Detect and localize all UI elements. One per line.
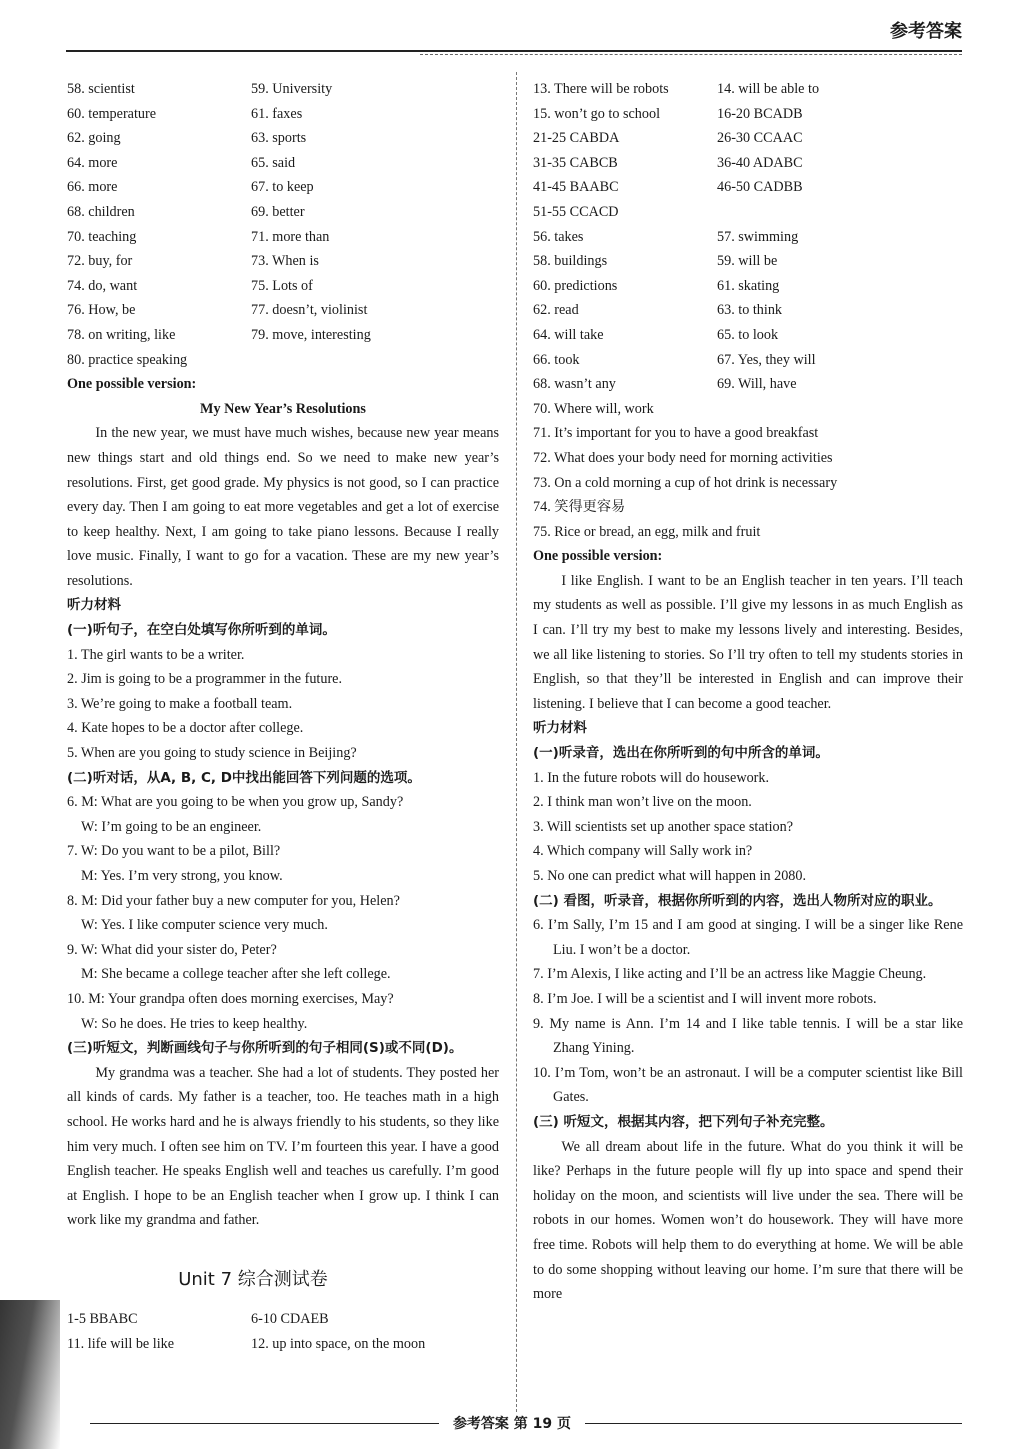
sentence-item: 9. My name is Ann. I’m 14 and I like table tennis. I will be a star like Zhang Yining.	[533, 1015, 963, 1057]
answer-item: 71. It’s important for you to have a good breakfast	[533, 425, 819, 442]
answer-item: 60. predictions	[533, 277, 618, 294]
page-footer	[0, 1413, 1024, 1435]
sentence-item: 4. Which company will Sally work in?	[533, 843, 753, 860]
answer-item: 79. move, interesting	[251, 326, 371, 343]
answer-item: 67. to keep	[251, 179, 314, 196]
left-column	[67, 77, 499, 1356]
answer-item: 75. Rice or bread, an egg, milk and fruit	[533, 523, 761, 540]
right-column	[533, 77, 963, 1307]
section-items	[67, 643, 499, 766]
answer-item: 60. temperature	[67, 105, 157, 122]
dialogue-line: W: So he does. He tries to keep healthy.	[81, 1015, 308, 1032]
answer-item	[717, 200, 963, 225]
answer-item: 46-50 CADBB	[717, 179, 803, 196]
answer-item: 51-55 CCACD	[533, 203, 619, 220]
answer-item: 13. There will be robots	[533, 81, 669, 97]
answer-item: 64. will take	[533, 326, 604, 343]
answer-row	[67, 323, 499, 348]
answer-item: 61. faxes	[251, 105, 303, 122]
answer-item: 16-20 BCADB	[717, 105, 803, 122]
header-rule	[66, 50, 962, 52]
section-title: (三)听短文，判断画线句子与你所听到的句子相同(S)或不同(D)。	[67, 1040, 463, 1057]
section-items	[533, 766, 963, 889]
sentence-item: 8. I’m Joe. I will be a scientist and I will invent more robots.	[533, 990, 877, 1007]
sentence-item: 2. Jim is going to be a programmer in the future.	[67, 671, 343, 688]
dialogue-line: 9. W: What did your sister do, Peter?	[67, 941, 277, 958]
unit-answer-pairs	[67, 1307, 499, 1356]
answer-row	[67, 225, 499, 250]
answer-row	[67, 102, 499, 127]
answer-item: 65. to look	[717, 326, 779, 343]
sentence-item: 1. In the future robots will do housework.	[533, 769, 770, 786]
dialogue-line: M: Yes. I’m very strong, you know.	[81, 868, 283, 884]
section-title: (一)听句子，在空白处填写你所听到的单词。	[67, 622, 336, 639]
answer-row	[67, 274, 499, 299]
answer-item: 78. on writing, like	[67, 326, 176, 343]
section-title: (二)听对话，从A, B, C, D中找出能回答下列问题的选项。	[67, 769, 421, 786]
passage-paragraph: We all dream about life in the future. What do you think it will be like? Perhaps in the future people will fly up into space and spend their holiday on the moon, and scientists will live under the sea. There will be robots in our homes. Women won’t do housework. They will have more free time. Robots will help them to do everything at home. We will be able to do some shopping without leaving our home. I’m sure that there will be more	[533, 1138, 963, 1303]
section-title: (二) 看图，听录音，根据你所听到的内容，选出人物所对应的职业。	[533, 892, 942, 909]
sentence-item: 7. I’m Alexis, I like acting and I’ll be an actress like Maggie Cheung.	[533, 966, 927, 983]
answer-item: 69. better	[251, 203, 305, 220]
answer-item: 31-35 CABCB	[533, 154, 618, 171]
answer-item: 65. said	[251, 154, 296, 171]
answer-item: 21-25 CABDA	[533, 130, 620, 147]
answer-row	[533, 102, 963, 127]
answer-row	[533, 151, 963, 176]
sentence-item: 6. I’m Sally, I’m 15 and I am good at singing. I will be a singer like Rene Liu. I won’t be a doctor.	[533, 917, 963, 958]
sentence-item: 10. I’m Tom, won’t be an astronaut. I will be a computer scientist like Bill Gates.	[533, 1064, 963, 1106]
answer-item: 41-45 BAABC	[533, 179, 619, 196]
header-title: 参考答案	[890, 21, 962, 42]
answer-item: 12. up into space, on the moon	[251, 1335, 426, 1352]
dialogue-line: 6. M: What are you going to be when you grow up, Sandy?	[67, 794, 404, 811]
answer-row	[67, 249, 499, 274]
answer-row	[67, 200, 499, 225]
answer-row	[533, 175, 963, 200]
answer-item: 68. wasn’t any	[533, 376, 616, 393]
dialogue-line: W: I’m going to be an engineer.	[81, 818, 262, 835]
section-title: (三) 听短文，根据其内容，把下列句子补充完整。	[533, 1113, 834, 1130]
answer-item: 72. What does your body need for morning activities	[533, 449, 833, 466]
answer-row	[533, 200, 963, 225]
essay-title: My New Year’s Resolutions	[200, 400, 366, 417]
answer-item: 73. When is	[251, 253, 319, 270]
answer-item: 80. practice speaking	[67, 351, 188, 368]
answer-item: 70. teaching	[67, 228, 137, 245]
answer-row	[533, 249, 963, 274]
answer-item: 56. takes	[533, 228, 584, 245]
essay-paragraph: I like English. I want to be an English teacher in ten years. I’ll teach my students as well as possible. I’ll give my lessons in as much English as I can. I’ll try my best to make my lessons lively and interesting. Besides, we all like listening to stories. So I’ll try often to tell my students stories in English, so that they’ll be interested in English and can improve their listening. I believe that I can become a good teacher.	[533, 572, 963, 712]
version-label: One possible version:	[67, 376, 197, 393]
answer-item: 73. On a cold morning a cup of hot drink is necessary	[533, 474, 838, 491]
dialogue-line: 10. M: Your grandpa often does morning exercises, May?	[67, 990, 394, 1007]
answer-item: 58. scientist	[67, 81, 135, 97]
unit-title: Unit 7 综合测试卷	[178, 1268, 328, 1290]
answer-item: 62. read	[533, 302, 579, 319]
answer-item: 75. Lots of	[251, 277, 313, 294]
passage-paragraph: My grandma was a teacher. She had a lot of students. They posted her all kinds of cards. My father is a teacher, too. He teaches math in a high school. He works hard and he is always friendly to his students, so they like him very much. I often see him on TV. I’m fourteen this year. I have a good English teacher. He speaks English well and teaches us carefully. I’m good at English. I hope to be an English teacher when I grow up. I think I can work like my grandma and father.	[67, 1064, 499, 1229]
answer-item: 6-10 CDAEB	[251, 1310, 329, 1327]
answer-item: 59. will be	[717, 253, 778, 270]
answer-item: 63. to think	[717, 302, 783, 319]
answer-item: 1-5 BBABC	[67, 1310, 138, 1327]
answer-row	[67, 126, 499, 151]
section-title: (一)听录音，选出在你所听到的句中所含的单词。	[533, 745, 829, 762]
answer-row	[533, 77, 963, 102]
sentence-item: 5. No one can predict what will happen in 2080.	[533, 868, 807, 884]
right-answer-singles	[533, 397, 963, 545]
answer-item: 14. will be able to	[717, 81, 820, 97]
answer-row	[533, 323, 963, 348]
dialogue-items	[67, 790, 499, 1036]
answer-item: 15. won’t go to school	[533, 105, 661, 122]
answer-item: 59. University	[251, 81, 333, 97]
answer-row	[533, 372, 963, 397]
answer-item: 64. more	[67, 154, 118, 171]
dialogue-line: 7. W: Do you want to be a pilot, Bill?	[67, 843, 281, 860]
answer-item: 71. more than	[251, 228, 330, 245]
answer-item: 74. do, want	[67, 277, 138, 294]
answer-row	[67, 77, 499, 102]
answer-row	[67, 298, 499, 323]
answer-item: 63. sports	[251, 130, 307, 147]
answer-item: 76. How, be	[67, 302, 136, 319]
footer-page-label: 参考答案 第 19 页	[439, 1412, 585, 1437]
answer-item: 67. Yes, they will	[717, 351, 816, 368]
answer-item: 77. doesn’t, violinist	[251, 302, 368, 319]
dialogue-line: M: She became a college teacher after she left college.	[81, 966, 391, 983]
answer-item: 26-30 CCAAC	[717, 130, 803, 147]
version-label: One possible version:	[533, 548, 663, 565]
answer-row	[533, 348, 963, 373]
answer-item: 66. more	[67, 179, 118, 196]
answer-item: 66. took	[533, 351, 580, 368]
answer-item: 70. Where will, work	[533, 400, 654, 417]
answer-row	[67, 1307, 499, 1332]
answer-item: 57. swimming	[717, 228, 799, 245]
sentence-item: 1. The girl wants to be a writer.	[67, 646, 245, 663]
answer-item: 74. 笑得更容易	[533, 499, 626, 516]
answer-row	[67, 151, 499, 176]
answer-row	[67, 175, 499, 200]
sentence-item: 2. I think man won’t live on the moon.	[533, 794, 752, 811]
answer-item: 11. life will be like	[67, 1335, 175, 1352]
answer-item: 58. buildings	[533, 253, 608, 270]
answer-item: 68. children	[67, 203, 135, 220]
sentence-item: 4. Kate hopes to be a doctor after college.	[67, 720, 304, 737]
answer-item: 69. Will, have	[717, 376, 797, 393]
listening-label: 听力材料	[67, 597, 121, 614]
essay-paragraph: In the new year, we must have much wishes, because new year means new things start and old things end. So we need to make new year’s resolutions. First, get good grade. My physics is not good, so I can practice every day. Then I am going to eat more vegetables and get a lot of exercise to keep healthy. Next, I am going to take piano lessons. Because I really love music. Finally, I want to go for a vacation. These are my new year’s resolutions.	[67, 425, 499, 589]
header-dashed-rule	[420, 54, 962, 55]
answer-row	[533, 298, 963, 323]
answer-item: 61. skating	[717, 277, 780, 294]
sentence-item: 3. Will scientists set up another space station?	[533, 818, 794, 835]
answer-row	[67, 1332, 499, 1357]
section-items	[533, 913, 963, 1110]
column-divider	[516, 72, 517, 1412]
dialogue-line: 8. M: Did your father buy a new computer for you, Helen?	[67, 892, 400, 909]
answer-row	[533, 225, 963, 250]
right-answer-pairs	[533, 77, 963, 397]
dialogue-line: W: Yes. I like computer science very much.	[81, 917, 328, 934]
answer-item: 36-40 ADABC	[717, 154, 803, 171]
listening-label: 听力材料	[533, 720, 587, 737]
answer-item: 72. buy, for	[67, 253, 133, 270]
sentence-item: 3. We’re going to make a football team.	[67, 695, 293, 712]
answer-item: 62. going	[67, 130, 121, 147]
answer-row	[533, 274, 963, 299]
sentence-item: 5. When are you going to study science in Beijing?	[67, 745, 357, 762]
answer-row	[533, 126, 963, 151]
left-answer-pairs	[67, 77, 499, 348]
